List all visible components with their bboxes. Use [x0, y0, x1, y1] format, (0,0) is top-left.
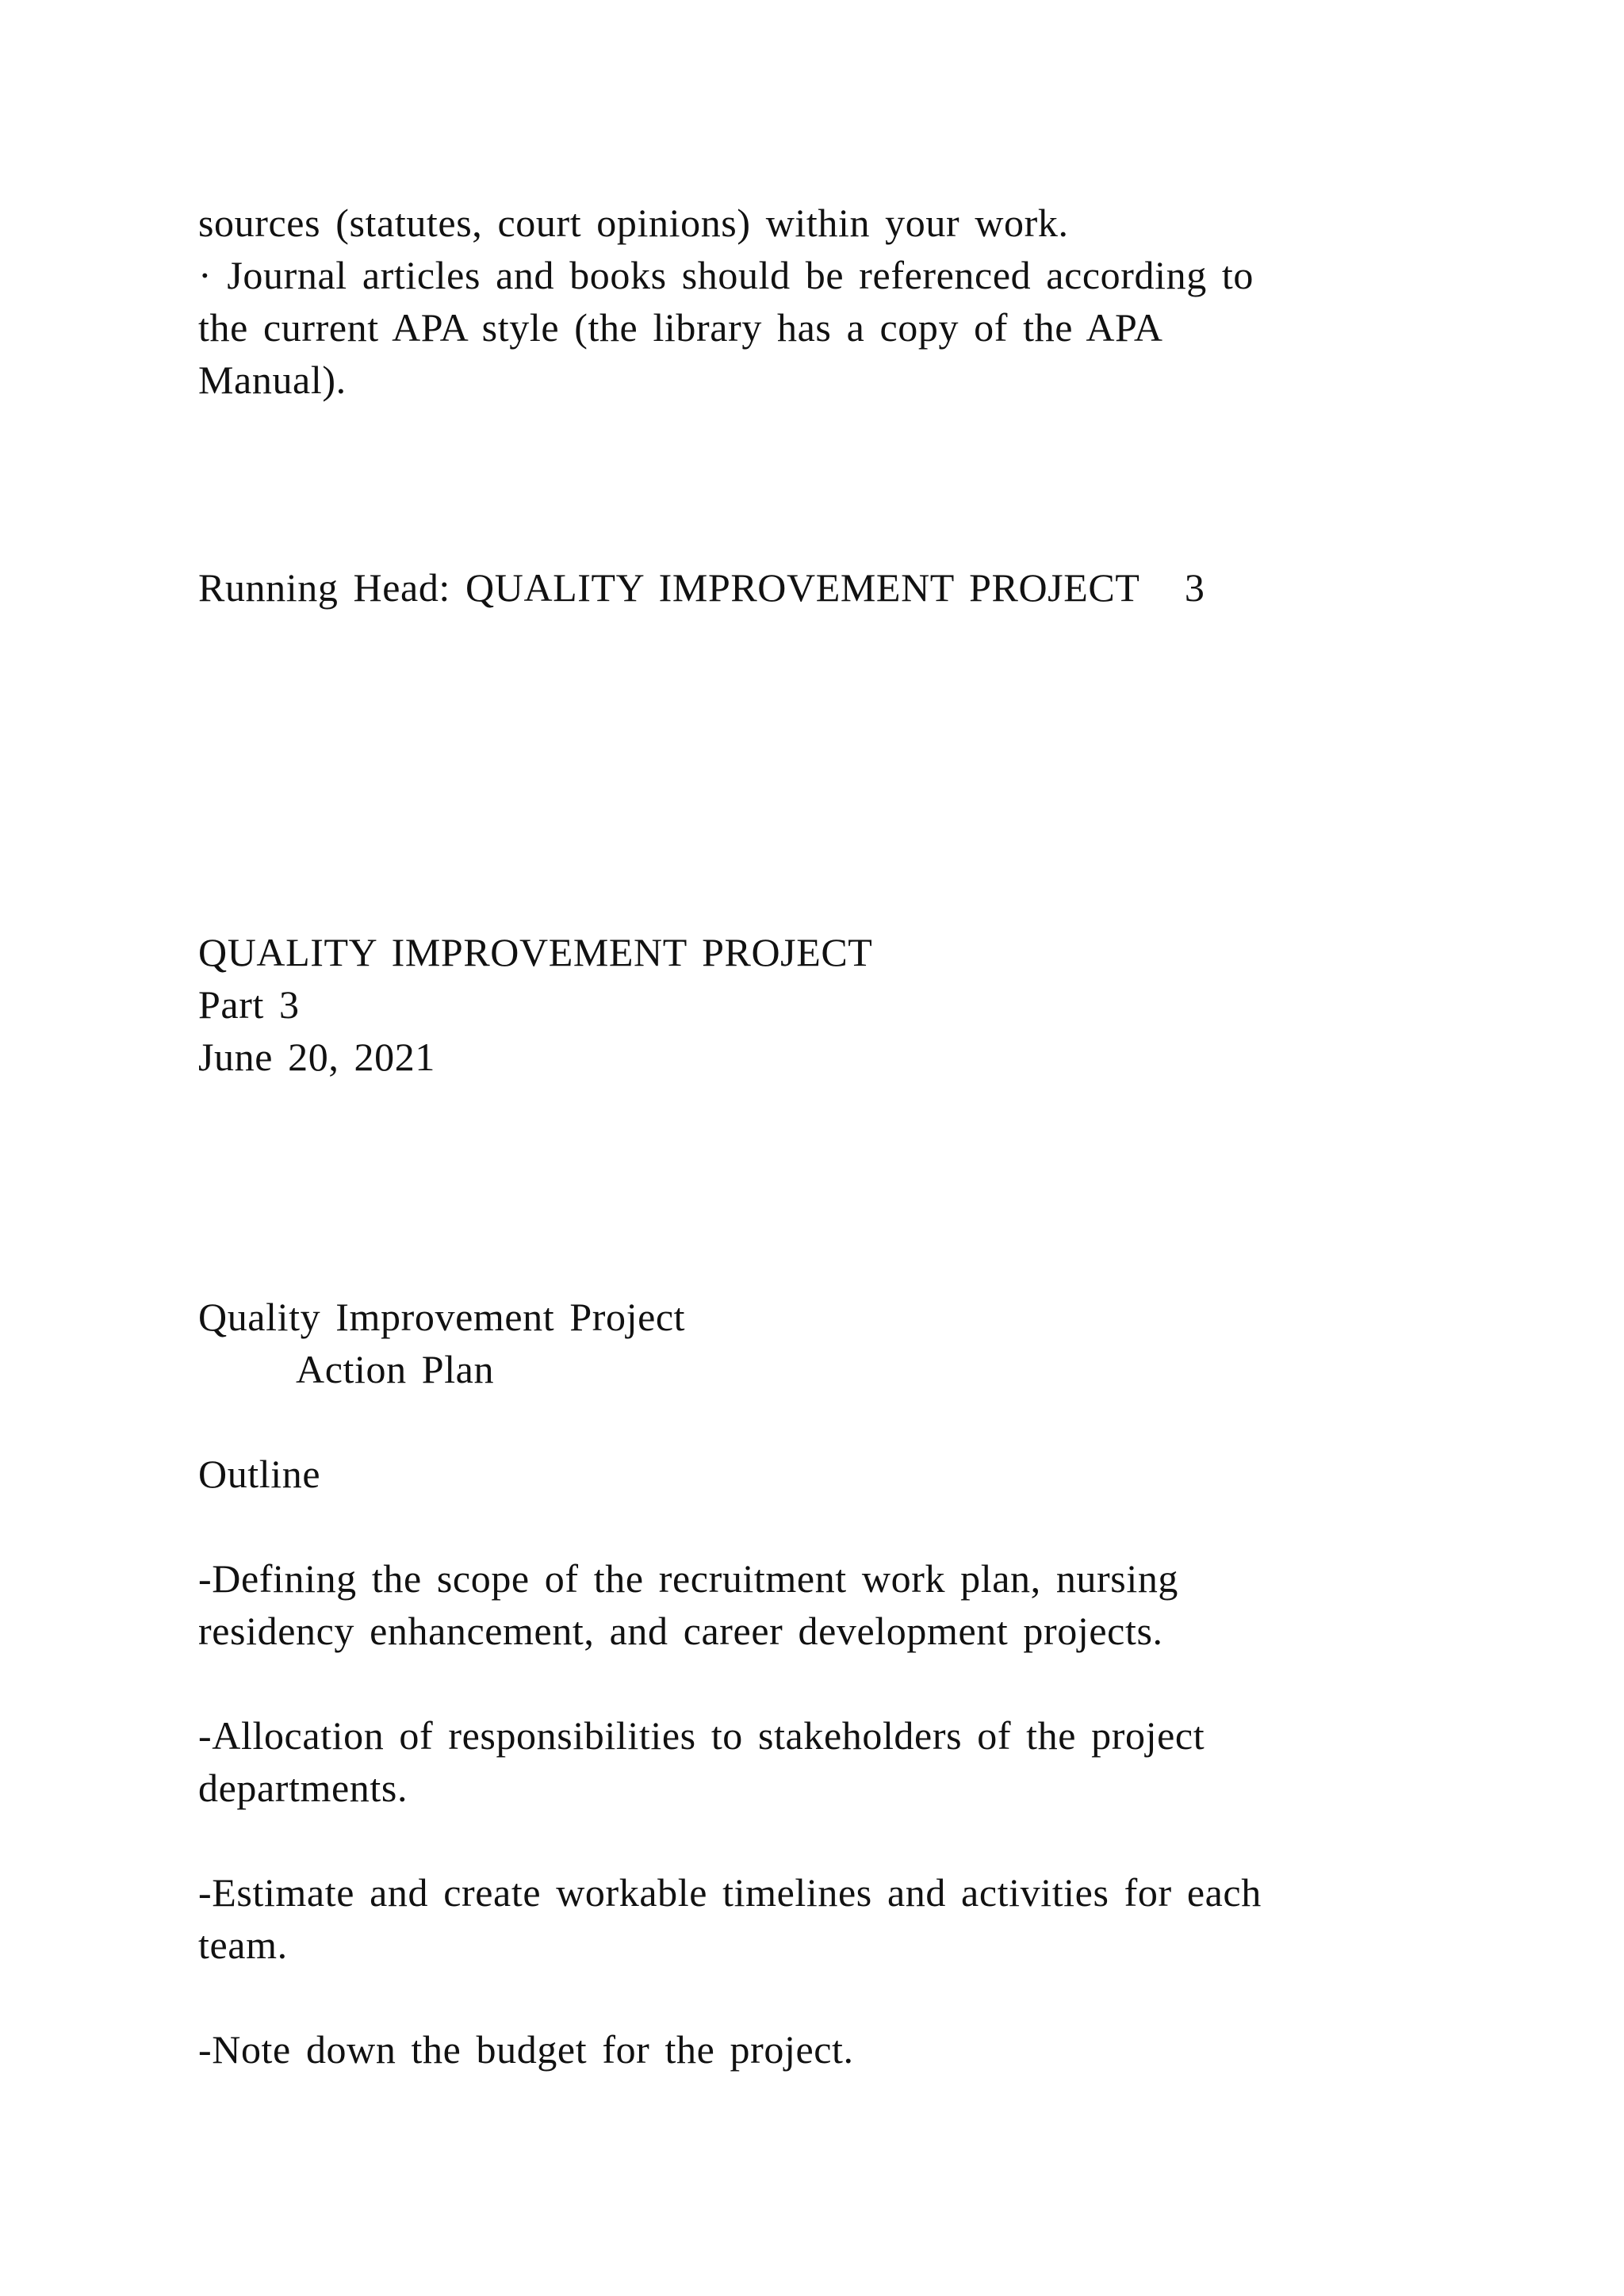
- outline-item: -Defining the scope of the recruitment work plan, nursing: [198, 1556, 1179, 1601]
- outline-item: -Note down the budget for the project.: [198, 2027, 854, 2072]
- outline-item-continuation: departments.: [198, 1766, 408, 1810]
- section-heading: Quality Improvement Project: [198, 1295, 686, 1339]
- intro-line: Manual).: [198, 358, 347, 402]
- outline-item: -Allocation of responsibilities to stakeholders of the project: [198, 1713, 1205, 1758]
- document-title: QUALITY IMPROVEMENT PROJECT: [198, 930, 873, 974]
- running-head: Running Head: QUALITY IMPROVEMENT PROJECT 3: [198, 565, 1205, 610]
- outline-item: -Estimate and create workable timelines and activities for each: [198, 1870, 1262, 1915]
- outline-item-continuation: team.: [198, 1923, 288, 1967]
- outline-label: Outline: [198, 1452, 321, 1496]
- outline-item-continuation: residency enhancement, and career development projects.: [198, 1609, 1163, 1653]
- section-subheading: Action Plan: [296, 1347, 495, 1391]
- document-part: Part 3: [198, 982, 300, 1027]
- intro-line: sources (statutes, court opinions) within your work.: [198, 201, 1069, 245]
- document-date: June 20, 2021: [198, 1035, 435, 1079]
- intro-line: · Journal articles and books should be referenced according to: [198, 253, 1254, 297]
- intro-line: the current APA style (the library has a copy of the APA: [198, 305, 1163, 350]
